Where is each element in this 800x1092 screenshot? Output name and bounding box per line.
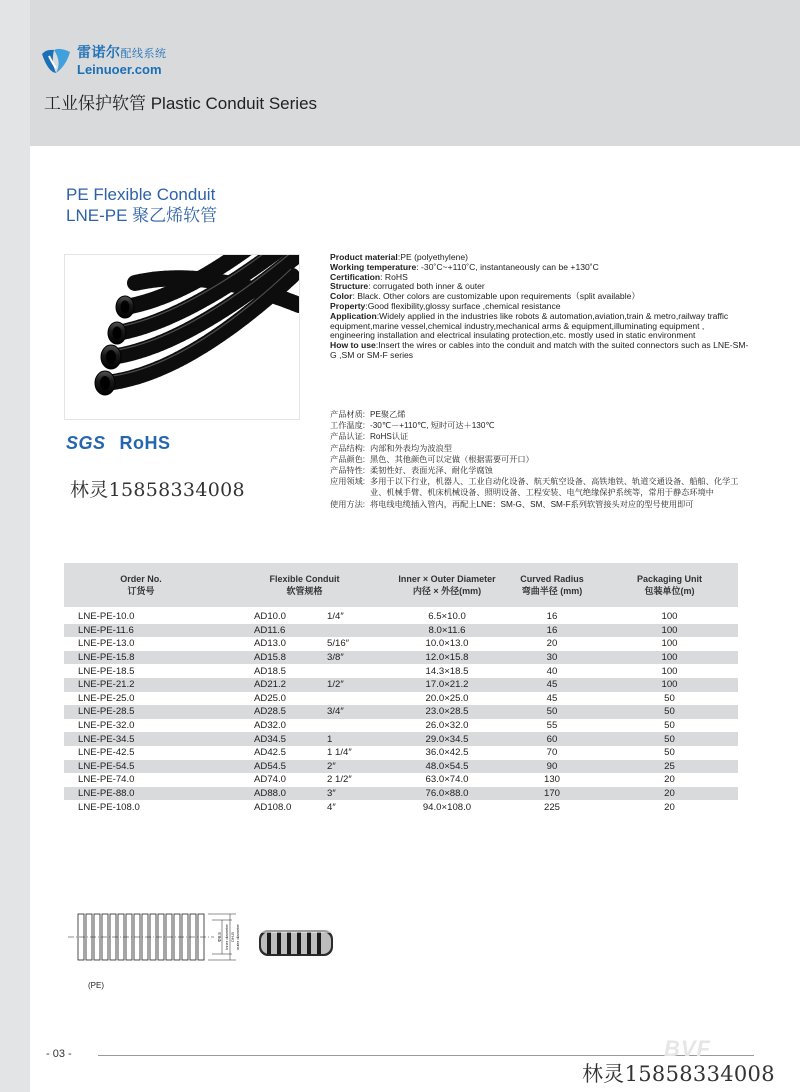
cell-pack: 50 bbox=[664, 733, 675, 745]
cell-order-no: LNE-PE-28.5 bbox=[78, 706, 135, 718]
spec-en-line: How to use:Insert the wires or cables into the conduit and match with the suited connectors such as LNE-SM-G ,SM or SM-F series bbox=[330, 340, 749, 360]
header-curved-radius: Curved Radius 弯曲半径 (mm) bbox=[520, 574, 584, 596]
header-flexible-conduit: Flexible Conduit 软管规格 bbox=[269, 574, 340, 596]
spec-en-line: Structure: corrugated both inner & outer bbox=[330, 281, 485, 292]
cell-conduit-ad: AD32.0 bbox=[254, 720, 286, 732]
cell-order-no: LNE-PE-10.0 bbox=[78, 611, 135, 623]
cell-radius: 50 bbox=[546, 706, 558, 718]
spec-cn-line: 产品材质: PE聚乙烯 bbox=[330, 410, 406, 419]
cell-pack: 20 bbox=[664, 801, 675, 813]
cell-conduit-ad: AD25.0 bbox=[254, 692, 286, 704]
dim-label-4: outer diameter bbox=[235, 924, 240, 950]
cell-diameter: 23.0×28.5 bbox=[425, 706, 469, 718]
logo-mark-icon bbox=[40, 46, 72, 76]
table-row bbox=[64, 637, 738, 651]
cell-order-no: LNE-PE-11.6 bbox=[78, 624, 134, 636]
cell-diameter: 6.5×10.0 bbox=[428, 611, 466, 623]
table-row bbox=[64, 705, 738, 719]
cell-diameter: 20.0×25.0 bbox=[425, 692, 469, 704]
product-title-line2: LNE-PE 聚乙烯软管 bbox=[66, 206, 218, 225]
cell-conduit-ad: AD18.5 bbox=[254, 665, 286, 677]
cell-conduit-inch: 1/2″ bbox=[327, 679, 344, 691]
dim-label-2: Inner diameter bbox=[224, 924, 229, 950]
cell-conduit-inch: 5/16″ bbox=[327, 638, 350, 650]
product-title-line1: PE Flexible Conduit bbox=[66, 185, 216, 204]
spec-en-line: Application:Widely applied in the industries like robots & automation,aviation,train & metro,railway traffic equipment,marine vessel,chemical industry,mechanical arms & equipment,illuminating equipment , engineering installation and electrical insulating protection,etc. mostly used in static environment bbox=[330, 310, 729, 341]
certification-logos bbox=[66, 433, 171, 454]
spec-en-line: Certification: RoHS bbox=[330, 271, 408, 282]
cross-section-diagram bbox=[64, 908, 354, 993]
table-row bbox=[64, 664, 738, 678]
cell-diameter: 63.0×74.0 bbox=[425, 774, 469, 786]
cell-conduit-inch: 4″ bbox=[327, 801, 336, 813]
cell-pack: 100 bbox=[661, 679, 678, 691]
table-row bbox=[64, 760, 738, 774]
cell-conduit-inch: 3/8″ bbox=[327, 652, 344, 664]
rohs-logo: RoHS bbox=[119, 433, 171, 453]
cell-order-no: LNE-PE-54.5 bbox=[78, 760, 135, 772]
cell-pack: 25 bbox=[664, 760, 675, 772]
spec-en-line: Product material:PE (polyethylene) bbox=[330, 252, 469, 262]
cell-diameter: 8.0×11.6 bbox=[428, 624, 466, 636]
table-body bbox=[64, 610, 738, 814]
spec-table bbox=[64, 563, 738, 814]
cell-radius: 70 bbox=[546, 747, 558, 759]
cell-radius: 16 bbox=[546, 624, 558, 636]
product-photo bbox=[64, 254, 300, 420]
cell-order-no: LNE-PE-34.5 bbox=[78, 733, 135, 745]
dim-label-3: DH-B bbox=[230, 932, 235, 942]
cell-pack: 50 bbox=[664, 720, 675, 732]
cell-diameter: 29.0×34.5 bbox=[425, 733, 469, 745]
cell-radius: 55 bbox=[546, 720, 558, 732]
cell-conduit-ad: AD21.2 bbox=[254, 679, 286, 691]
cell-diameter: 76.0×88.0 bbox=[425, 788, 469, 800]
cell-conduit-ad: AD54.5 bbox=[254, 760, 286, 772]
cell-diameter: 17.0×21.2 bbox=[425, 679, 469, 691]
spec-en-line: Working temperature: -30˚C~+110˚C, instantaneously can be +130˚C bbox=[330, 261, 599, 272]
spec-en-line: Color: Black. Other colors are customizable upon requirements（split available） bbox=[330, 291, 640, 302]
cell-diameter: 26.0×32.0 bbox=[425, 720, 469, 732]
cell-pack: 100 bbox=[661, 624, 678, 636]
cell-conduit-inch: 1/4″ bbox=[327, 611, 344, 623]
cell-order-no: LNE-PE-21.2 bbox=[78, 679, 135, 691]
table-row bbox=[64, 746, 738, 760]
table-row bbox=[64, 719, 738, 733]
table-row bbox=[64, 692, 738, 706]
series-title: 工业保护软管 Plastic Conduit Series bbox=[44, 94, 318, 113]
cell-radius: 90 bbox=[546, 760, 558, 772]
cell-conduit-inch: 2″ bbox=[327, 760, 336, 772]
cell-radius: 45 bbox=[546, 692, 558, 704]
cell-radius: 60 bbox=[546, 733, 558, 745]
cell-conduit-inch: 3″ bbox=[327, 788, 336, 800]
spec-cn-line: 工作温度: -30℃－+110℃, 短时可达＋130℃ bbox=[330, 421, 495, 431]
cell-order-no: LNE-PE-13.0 bbox=[78, 638, 135, 650]
cell-pack: 50 bbox=[664, 706, 675, 718]
watermark-logo: BVF bbox=[664, 1036, 711, 1061]
header-order-no: Order No. 订货号 bbox=[120, 574, 162, 596]
table-row bbox=[64, 624, 738, 638]
table-row bbox=[64, 610, 738, 624]
cell-order-no: LNE-PE-15.8 bbox=[78, 652, 135, 664]
cell-diameter: 10.0×13.0 bbox=[425, 638, 469, 650]
cell-conduit-ad: AD28.5 bbox=[254, 706, 286, 718]
cell-radius: 30 bbox=[546, 652, 558, 664]
cell-conduit-ad: AD108.0 bbox=[254, 801, 292, 813]
cell-radius: 16 bbox=[546, 611, 558, 623]
cell-radius: 45 bbox=[546, 679, 558, 691]
cell-order-no: LNE-PE-25.0 bbox=[78, 692, 135, 704]
cell-pack: 50 bbox=[664, 692, 675, 704]
left-strip bbox=[0, 0, 30, 1092]
table-row bbox=[64, 651, 738, 665]
cell-diameter: 14.3×18.5 bbox=[425, 665, 469, 677]
contact-note: 林灵15858334008 bbox=[70, 479, 245, 501]
cell-conduit-ad: AD15.8 bbox=[254, 652, 286, 664]
spec-cn-line: 使用方法: 将电线电缆插入管内，再配上LNE：SM-G、SM、SM-F系列软管接头对应的型号使用即可 bbox=[330, 499, 694, 509]
cell-radius: 130 bbox=[543, 774, 560, 786]
cell-pack: 50 bbox=[664, 747, 675, 759]
spec-cn-line: 产品颜色: 黑色、其他颜色可以定做（根据需要可开口） bbox=[330, 454, 534, 464]
spec-chinese bbox=[330, 409, 750, 510]
cell-order-no: LNE-PE-108.0 bbox=[78, 801, 140, 813]
cell-conduit-inch: 2 1/2″ bbox=[327, 774, 352, 786]
cell-order-no: LNE-PE-18.5 bbox=[78, 665, 135, 677]
table-row bbox=[64, 732, 738, 746]
spec-english bbox=[330, 253, 750, 361]
diagram-label: (PE) bbox=[88, 981, 104, 990]
cell-conduit-ad: AD42.5 bbox=[254, 747, 286, 759]
table-row bbox=[64, 773, 738, 787]
cell-order-no: LNE-PE-42.5 bbox=[78, 747, 135, 759]
cell-conduit-ad: AD34.5 bbox=[254, 733, 286, 745]
table-header bbox=[64, 563, 738, 607]
cell-order-no: LNE-PE-74.0 bbox=[78, 774, 135, 786]
spec-cn-line: 应用领域: 多用于以下行业，机器人、工业自动化设备、航天航空设备、高铁地铁、轨道交通设备、船舶、化学工业、机械手臂、机床机械设备、照明设备、工程安装、电气绝缘保护系统等，常用于静态环境中 bbox=[330, 477, 739, 498]
brand-name-cn: 雷诺尔 bbox=[77, 44, 121, 60]
cell-pack: 100 bbox=[661, 665, 678, 677]
cell-radius: 170 bbox=[543, 788, 560, 800]
footer-contact: 林灵15858334008 bbox=[582, 1062, 775, 1086]
table-row bbox=[64, 787, 738, 801]
cell-diameter: 36.0×42.5 bbox=[425, 747, 469, 759]
cell-diameter: 12.0×15.8 bbox=[425, 652, 469, 664]
cell-diameter: 48.0×54.5 bbox=[425, 760, 469, 772]
cell-order-no: LNE-PE-88.0 bbox=[78, 788, 135, 800]
sgs-logo: SGS bbox=[66, 433, 106, 453]
cell-conduit-ad: AD13.0 bbox=[254, 638, 286, 650]
cell-conduit-inch: 1 bbox=[327, 733, 333, 745]
cell-pack: 100 bbox=[661, 611, 678, 623]
cell-radius: 225 bbox=[543, 801, 560, 813]
spec-cn-line: 产品结构: 内部和外表均为波浪型 bbox=[330, 443, 452, 453]
cell-pack: 20 bbox=[664, 774, 675, 786]
cell-order-no: LNE-PE-32.0 bbox=[78, 720, 135, 732]
header-packaging-unit: Packaging Unit 包装单位(m) bbox=[636, 574, 702, 596]
brand-domain: Leinuoer.com bbox=[77, 62, 162, 77]
footer-divider bbox=[98, 1055, 754, 1056]
brand-logo bbox=[40, 45, 167, 77]
cell-radius: 40 bbox=[546, 665, 558, 677]
cell-conduit-ad: AD10.0 bbox=[254, 611, 286, 623]
cell-conduit-ad: AD11.6 bbox=[254, 624, 286, 636]
cell-conduit-ad: AD88.0 bbox=[254, 788, 286, 800]
cell-diameter: 94.0×108.0 bbox=[422, 801, 472, 813]
table-row bbox=[64, 800, 738, 814]
cell-radius: 20 bbox=[546, 638, 558, 650]
product-title bbox=[66, 184, 217, 226]
cell-pack: 100 bbox=[661, 652, 678, 664]
table-row bbox=[64, 678, 738, 692]
page-number: - 03 - bbox=[46, 1048, 72, 1060]
cell-conduit-inch: 1 1/4″ bbox=[327, 747, 352, 759]
cell-pack: 100 bbox=[661, 638, 678, 650]
dim-label-1: Φ8.5 bbox=[217, 932, 222, 942]
cell-pack: 20 bbox=[664, 788, 675, 800]
cell-conduit-inch: 3/4″ bbox=[327, 706, 344, 718]
cell-conduit-ad: AD74.0 bbox=[254, 774, 286, 786]
spec-en-line: Property:Good flexibility,glossy surface ,chemical resistance bbox=[330, 300, 561, 311]
spec-cn-line: 产品认证: RoHS认证 bbox=[330, 432, 409, 442]
spec-cn-line: 产品特性: 柔韧性好、表面光泽、耐化学腐蚀 bbox=[330, 466, 493, 476]
header-diameter: Inner × Outer Diameter 内径 × 外径(mm) bbox=[398, 574, 496, 596]
brand-tagline: 配线系统 bbox=[120, 48, 167, 60]
